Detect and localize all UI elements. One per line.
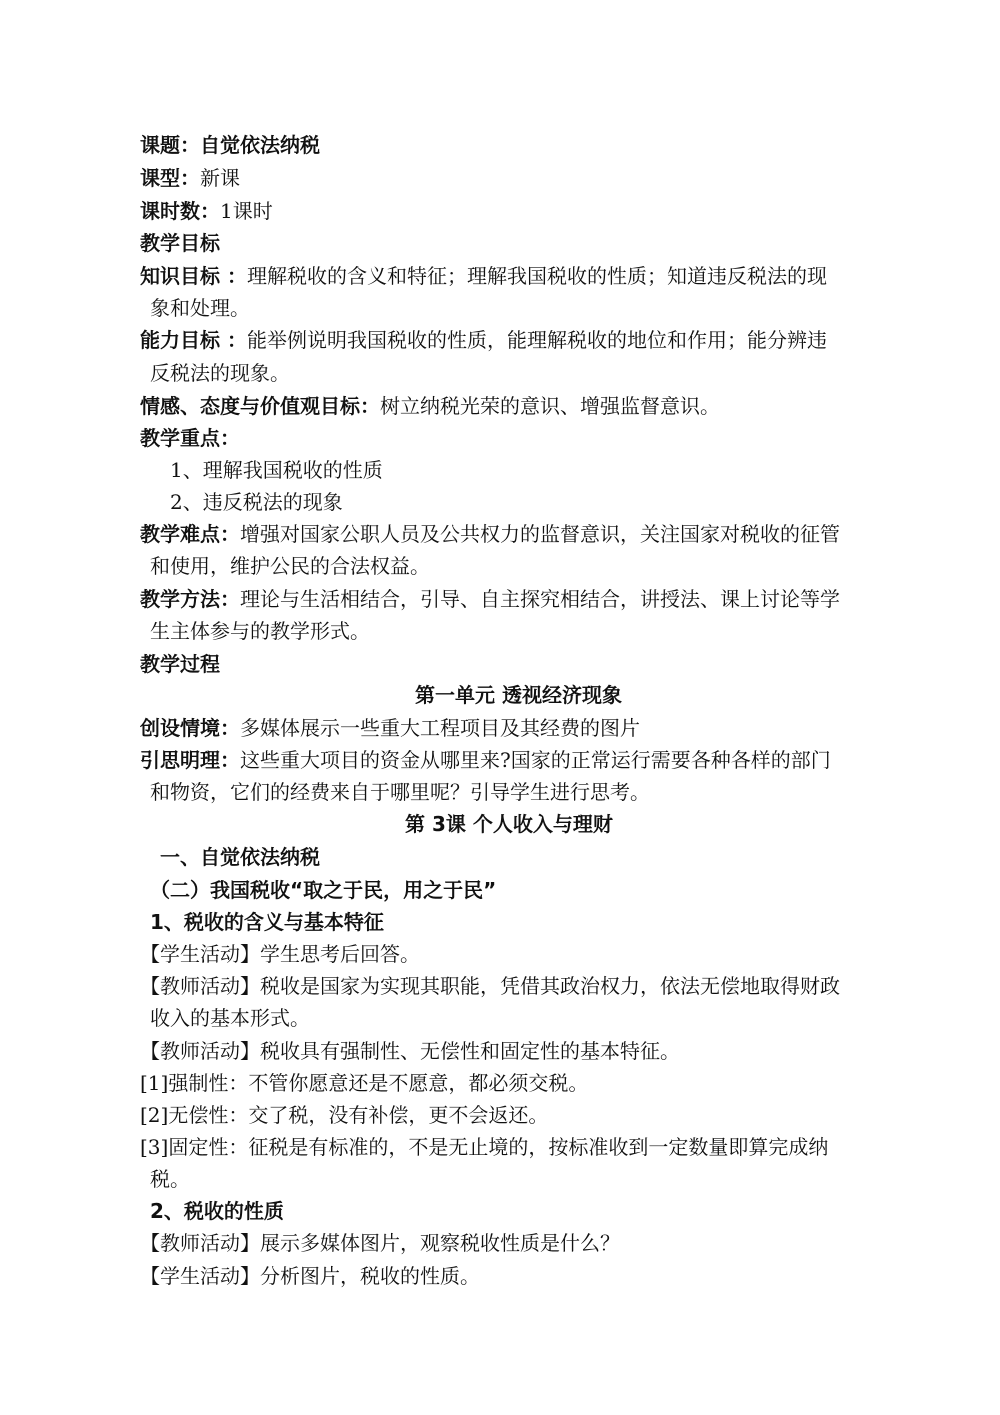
emotion-goal-text: 树立纳税光荣的意识、增强监督意识。	[380, 394, 720, 418]
hours-value: 1课时	[220, 199, 273, 223]
difficulty-line1	[140, 520, 860, 548]
method-text: 理论与生活相结合，引导、自主探究相结合，讲授法、课上讨论等学	[240, 587, 840, 611]
type-value: 新课	[200, 166, 240, 190]
difficulty-label: 教学难点：	[140, 522, 240, 546]
scenario-line	[140, 714, 860, 742]
feature-item: [1]强制性：不管你愿意还是不愿意，都必须交税。	[140, 1071, 589, 1095]
point1-heading: 1、税收的含义与基本特征	[150, 910, 384, 934]
knowledge-goal-line1	[140, 262, 860, 290]
difficulty-text: 增强对国家公职人员及公共权力的监督意识，关注国家对税收的征管	[240, 522, 840, 546]
goals-heading: 教学目标	[140, 231, 220, 255]
key-points-heading: 教学重点：	[140, 426, 240, 450]
teacher-activity-1-line2: 收入的基本形式。	[150, 1006, 310, 1030]
ability-goal-line1	[140, 326, 860, 354]
section-heading: 一、自觉依法纳税	[160, 845, 320, 869]
emotion-goal-line	[140, 392, 860, 420]
teacher-activity-3: 【教师活动】展示多媒体图片，观察税收性质是什么？	[140, 1231, 620, 1255]
feature-item: [3]固定性：征税是有标准的，不是无止境的，按标准收到一定数量即算完成纳	[140, 1135, 829, 1159]
topic-value: 自觉依法纳税	[200, 133, 320, 157]
topic-line	[140, 131, 860, 159]
hours-label: 课时数：	[140, 199, 220, 223]
method-line2: 生主体参与的教学形式。	[150, 619, 370, 643]
ability-goal-line2: 反税法的现象。	[150, 361, 290, 385]
difficulty-line2: 和使用，维护公民的合法权益。	[150, 554, 430, 578]
scenario-text: 多媒体展示一些重大工程项目及其经费的图片	[240, 716, 640, 740]
teacher-activity-2: 【教师活动】税收具有强制性、无偿性和固定性的基本特征。	[140, 1039, 680, 1063]
teacher-activity-1-line1: 【教师活动】税收是国家为实现其职能，凭借其政治权力，依法无偿地取得财政	[140, 974, 840, 998]
knowledge-goal-text: 理解税收的含义和特征；理解我国税收的性质；知道违反税法的现	[246, 264, 827, 288]
knowledge-goal-line2: 象和处理。	[150, 296, 250, 320]
student-activity-2: 【学生活动】分析图片，税收的性质。	[140, 1264, 480, 1288]
point2-heading: 2、税收的性质	[150, 1199, 284, 1223]
process-heading: 教学过程	[140, 652, 220, 676]
scenario-label: 创设情境：	[140, 716, 240, 740]
type-label: 课型：	[140, 166, 200, 190]
emotion-goal-label: 情感、态度与价值观目标：	[140, 394, 380, 418]
topic-label: 课题：	[140, 133, 200, 157]
feature-item-continuation: 税。	[150, 1167, 190, 1191]
ability-goal-text: 能举例说明我国税收的性质，能理解税收的地位和作用；能分辨违	[246, 328, 827, 352]
reasoning-text: 这些重大项目的资金从哪里来?国家的正常运行需要各种各样的部门	[240, 748, 831, 772]
ability-goal-label: 能力目标 ：	[140, 328, 247, 352]
reasoning-line2: 和物资，它们的经费来自于哪里呢？引导学生进行思考。	[150, 780, 650, 804]
unit-title: 第一单元 透视经济现象	[415, 683, 622, 707]
method-line1	[140, 585, 860, 613]
reasoning-label: 引思明理：	[140, 748, 240, 772]
type-line	[140, 164, 860, 192]
lesson-title: 第 3课 个人收入与理财	[405, 812, 613, 836]
knowledge-goal-label: 知识目标 ：	[140, 264, 247, 288]
student-activity-1: 【学生活动】学生思考后回答。	[140, 942, 420, 966]
key-point-item: 1、理解我国税收的性质	[170, 458, 383, 482]
key-point-item: 2、违反税法的现象	[170, 490, 343, 514]
method-label: 教学方法：	[140, 587, 240, 611]
feature-item: [2]无偿性：交了税，没有补偿，更不会返还。	[140, 1103, 549, 1127]
reasoning-line1	[140, 746, 860, 774]
hours-line	[140, 197, 860, 225]
subsection-heading: （二）我国税收“取之于民，用之于民”	[150, 878, 497, 902]
